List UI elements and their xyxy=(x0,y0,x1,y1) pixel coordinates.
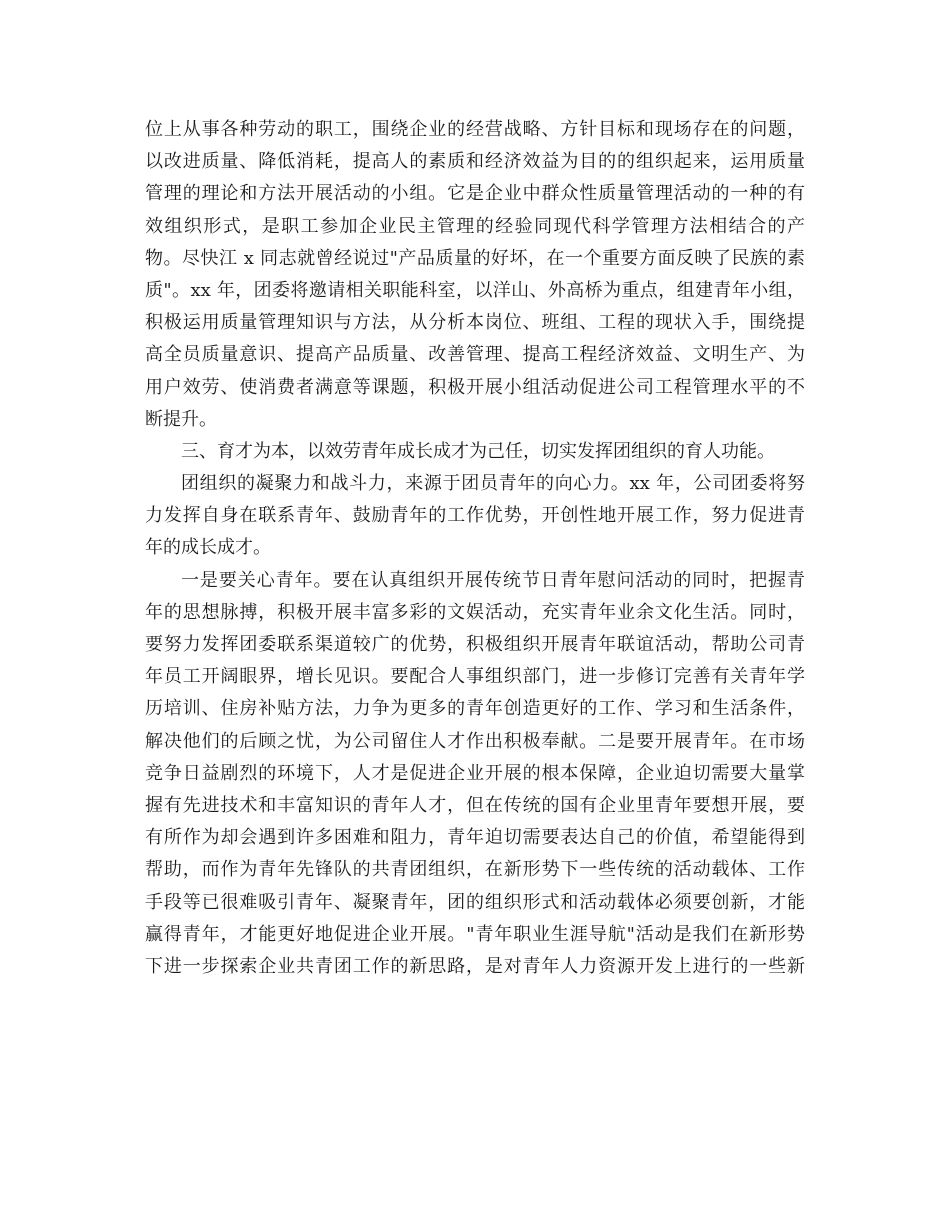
section-heading: 三、育才为本，以效劳青年成长成才为己任，切实发挥团组织的育人功能。 xyxy=(181,440,775,462)
text-line: 力发挥自身在联系青年、鼓励青年的工作优势，开创性地开展工作，努力促进青 xyxy=(145,505,805,527)
text-line: 以改进质量、降低消耗，提高人的素质和经济效益为目的的组织起来，运用质量 xyxy=(145,151,805,173)
text-line: 赢得青年，才能更好地促进企业开展。"青年职业生涯导航"活动是我们在新形势 xyxy=(145,923,805,945)
text-line: 团组织的凝聚力和战斗力，来源于团员青年的向心力。xx 年，公司团委将努 xyxy=(181,473,805,495)
text-line: 要努力发挥团委联系渠道较广的优势，积极组织开展青年联谊活动，帮助公司青 xyxy=(145,634,805,655)
text-line: 有所作为却会遇到许多困难和阻力，青年迫切需要表达自己的价值，希望能得到 xyxy=(145,827,805,849)
text-line: 积极运用质量管理知识与方法，从分析本岗位、班组、工程的现状入手，围绕提 xyxy=(145,312,805,334)
text-line: 解决他们的后顾之忧，为公司留住人才作出积极奉献。二是要开展青年。在市场 xyxy=(145,730,805,752)
text-line: 质"。xx 年，团委将邀请相关职能科室，以洋山、外高桥为重点，组建青年小组， xyxy=(145,279,805,301)
text-line: 物。尽快江 x 同志就曾经说过"产品质量的好坏，在一个重要方面反映了民族的素 xyxy=(145,247,805,269)
text-line: 效组织形式，是职工参加企业民主管理的经验同现代科学管理方法相结合的产 xyxy=(145,215,805,237)
text-line: 下进一步探索企业共青团工作的新思路，是对青年人力资源开发上进行的一些新 xyxy=(145,955,805,977)
text-line: 位上从事各种劳动的职工，围绕企业的经营战略、方针目标和现场存在的问题， xyxy=(145,119,805,140)
document-body xyxy=(145,114,805,983)
text-line: 年的成长成才。 xyxy=(145,537,271,559)
text-line: 年员工开阔眼界，增长见识。要配合人事组织部门，进一步修订完善有关青年学 xyxy=(145,666,805,688)
text-line: 握有先进技术和丰富知识的青年人才，但在传统的国有企业里青年要想开展，要 xyxy=(145,794,805,816)
text-line: 历培训、住房补贴方法，力争为更多的青年创造更好的工作、学习和生活条件， xyxy=(145,698,805,720)
text-line: 用户效劳、使消费者满意等课题，积极开展小组活动促进公司工程管理水平的不 xyxy=(145,376,805,398)
text-line: 断提升。 xyxy=(145,408,217,430)
text-line: 一是要关心青年。要在认真组织开展传统节日青年慰问活动的同时，把握青 xyxy=(181,569,805,591)
text-line: 帮助，而作为青年先锋队的共青团组织，在新形势下一些传统的活动载体、工作 xyxy=(145,859,805,881)
text-line: 高全员质量意识、提高产品质量、改善管理、提高工程经济效益、文明生产、为 xyxy=(145,344,805,366)
text-line: 年的思想脉搏，积极开展丰富多彩的文娱活动，充实青年业余文化生活。同时， xyxy=(145,601,805,623)
text-line: 竞争日益剧烈的环境下，人才是促进企业开展的根本保障，企业迫切需要大量掌 xyxy=(145,762,805,784)
text-line: 管理的理论和方法开展活动的小组。它是企业中群众性质量管理活动的一种的有 xyxy=(145,183,805,205)
text-line: 手段等已很难吸引青年、凝聚青年，团的组织形式和活动载体必须要创新，才能 xyxy=(145,891,805,913)
